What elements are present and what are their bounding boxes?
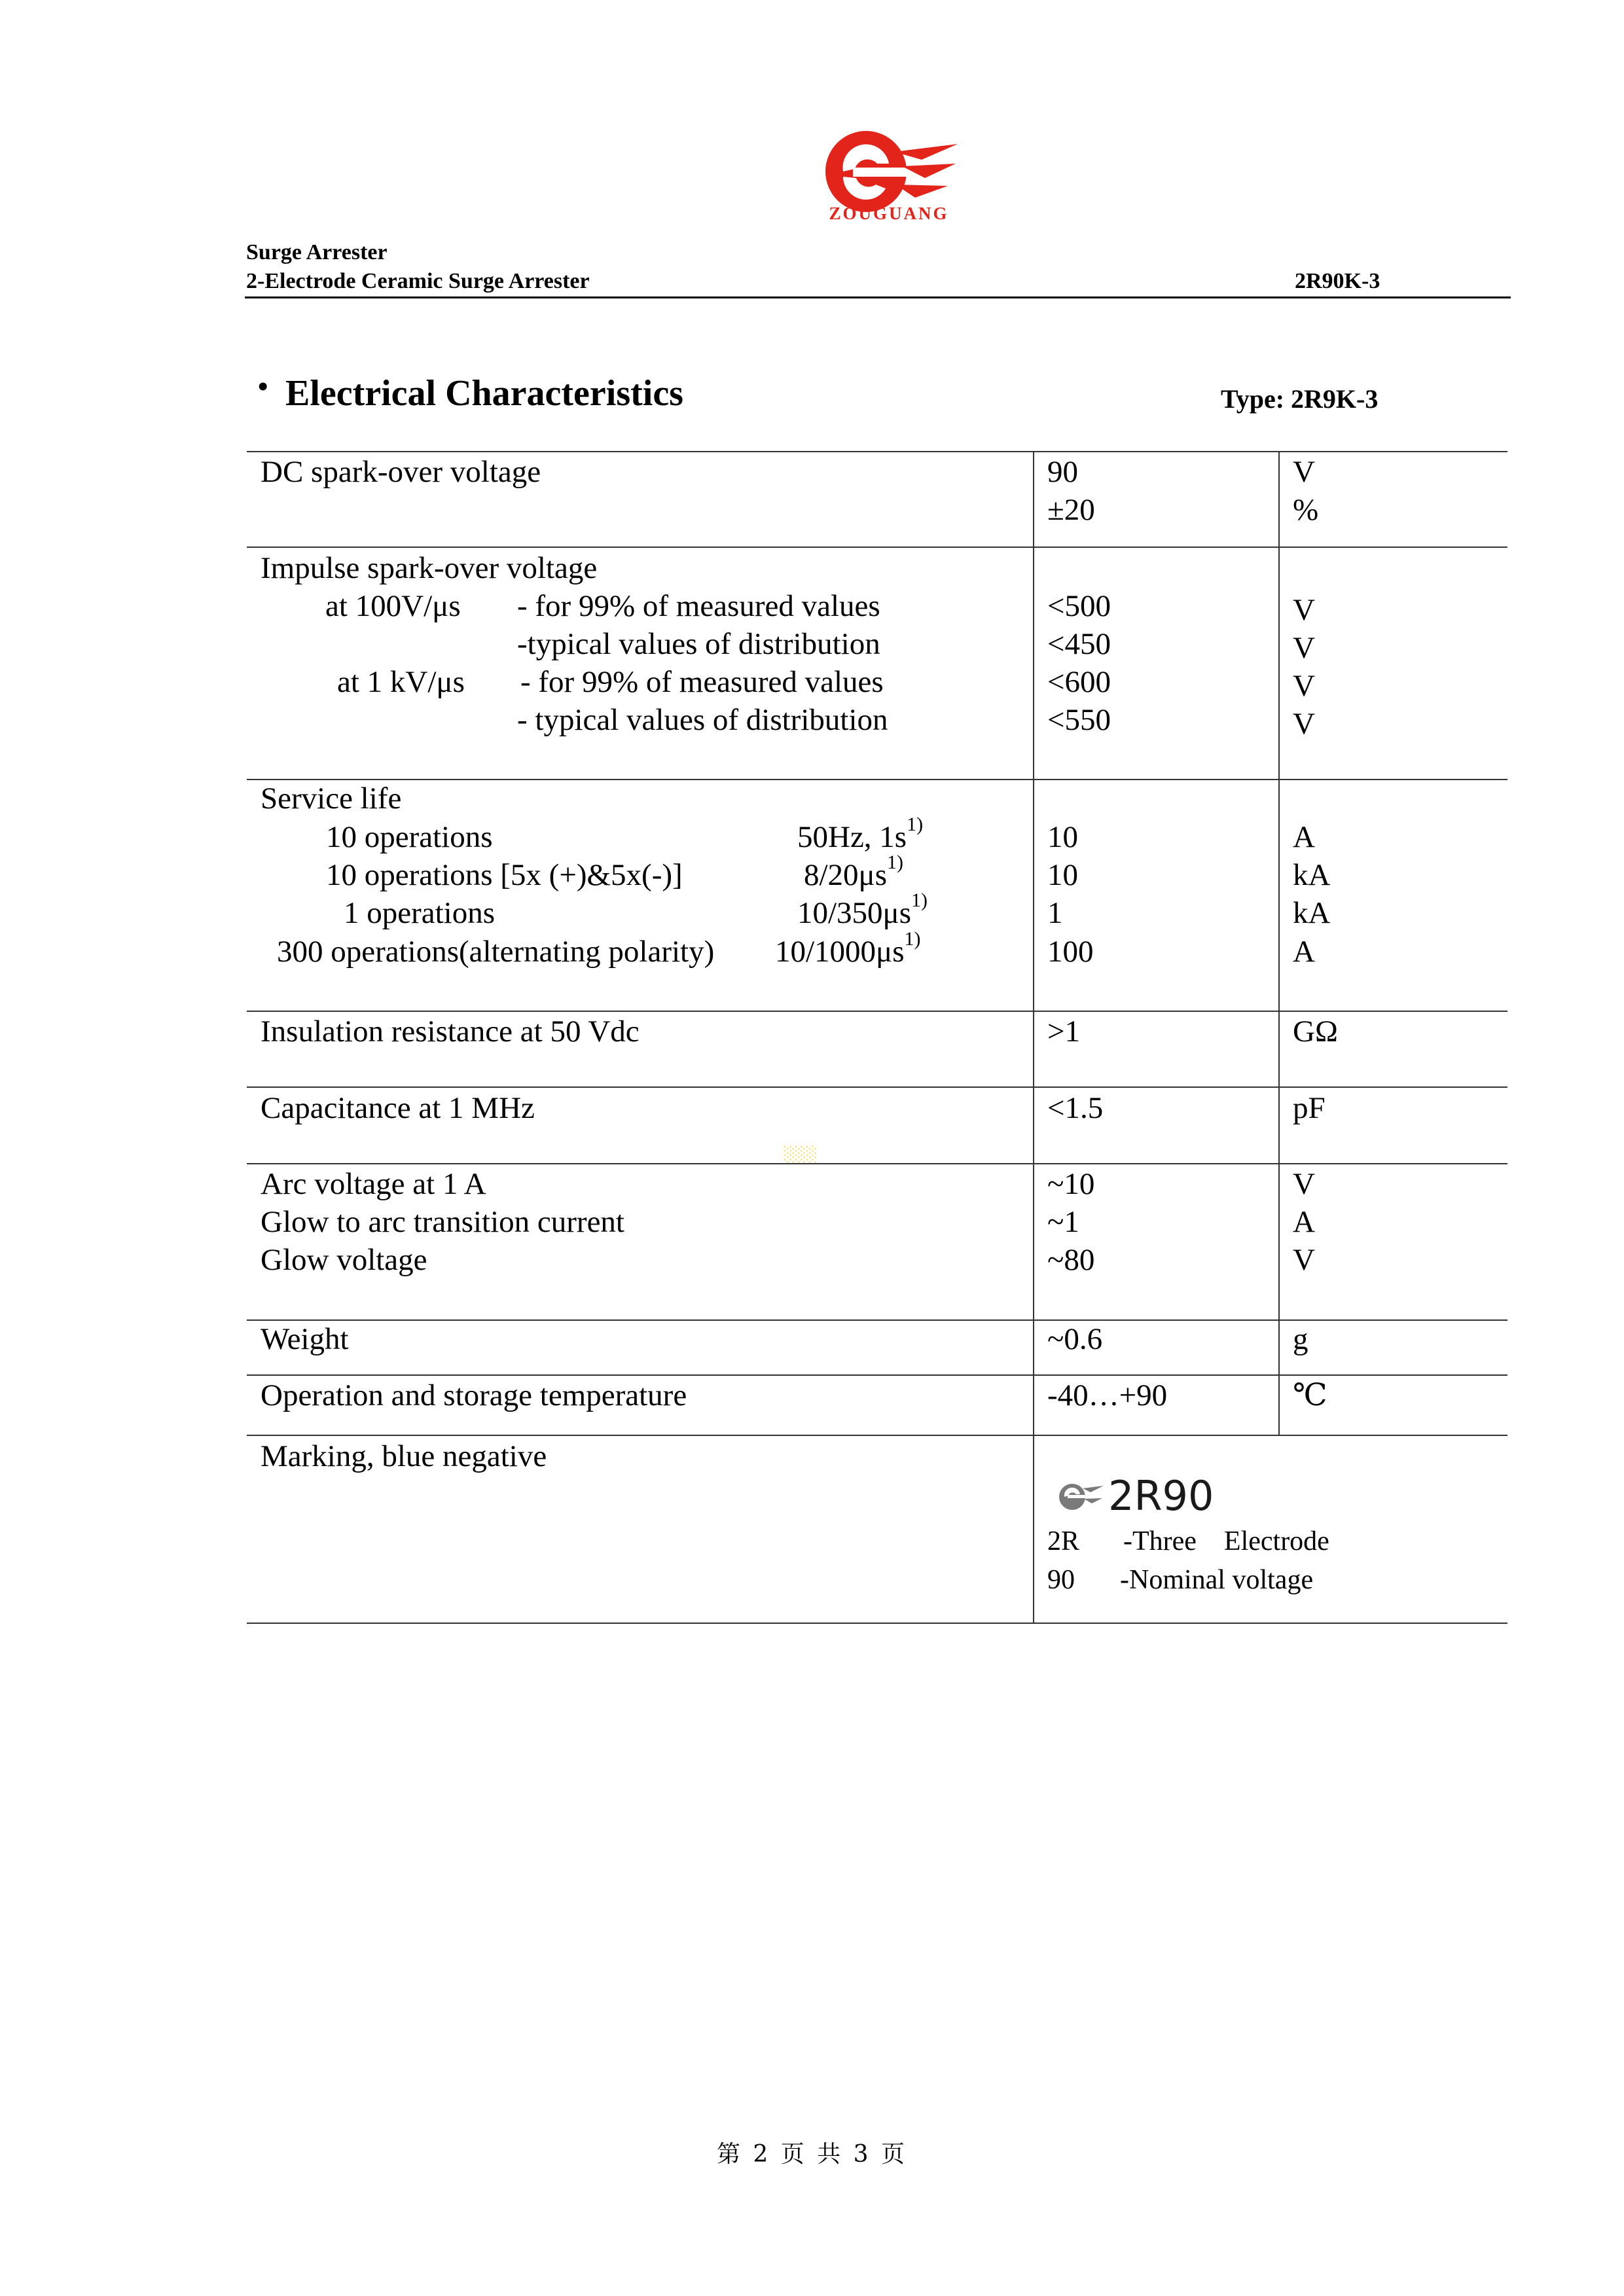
impulse-value: <500 [1047,589,1111,623]
impulse-description: - for 99% of measured values [520,665,884,699]
marking-logo-icon [1058,1480,1104,1513]
insulation-label: Insulation resistance at 50 Vdc [261,1014,640,1049]
dc-sparkover-tolerance: ±20 [1047,493,1095,527]
table-rule [247,1319,1507,1321]
capacitance-label: Capacitance at 1 MHz [261,1091,535,1125]
table-rule [247,1435,1507,1436]
impulse-description: - for 99% of measured values [517,589,880,623]
service-unit: A [1293,935,1315,969]
temperature-unit: ℃ [1293,1378,1327,1412]
temperature-label: Operation and storage temperature [261,1378,687,1412]
dc-sparkover-value: 90 [1047,455,1078,489]
impulse-unit: V [1293,631,1315,665]
dc-sparkover-unit: V [1293,455,1315,489]
service-operations: 1 operations [344,896,496,930]
arc-voltage-unit: V [1293,1167,1315,1201]
marking-description: -Nominal voltage [1120,1565,1314,1595]
service-waveform: 50Hz, $1s^{1)}$ [797,814,924,854]
impulse-condition: at 100V/μs [325,589,461,623]
column-divider [1278,451,1280,1435]
service-operations: 300 operations(alternating polarity) [277,935,715,969]
table-rule [247,1011,1507,1012]
column-divider [1033,451,1034,1624]
service-unit: A [1293,820,1315,854]
watermark-mark: ░░░ [784,1147,818,1163]
table-rule [247,451,1507,452]
impulse-description: - typical values of distribution [517,703,888,737]
glow-arc-current-label: Glow to arc transition current [261,1205,624,1239]
impulse-value: <600 [1047,665,1111,699]
capacitance-value: <1.5 [1047,1091,1104,1125]
glow-arc-current-unit: A [1293,1205,1315,1239]
service-operations: 10 operations [5x (+)&5x(-)] [326,858,683,892]
temperature-value: -40…+90 [1047,1378,1168,1412]
impulse-value: <450 [1047,627,1111,661]
weight-value: ~0.6 [1047,1322,1103,1356]
dc-sparkover-label: DC spark-over voltage [261,455,541,489]
service-unit: kA [1293,858,1331,892]
service-life-label: Service life [261,781,402,816]
impulse-condition: at 1 kV/μs [337,665,465,699]
marking-description: -Three Electrode [1123,1526,1329,1556]
table-rule [247,1163,1507,1164]
table-rule [247,1623,1507,1624]
header-category: Surge Arrester [246,240,388,264]
impulse-value: <550 [1047,703,1111,737]
impulse-unit: V [1293,707,1315,741]
header-part-number: 2R90K-3 [1295,269,1380,293]
weight-unit: g [1293,1322,1308,1356]
bullet-icon: • [258,370,268,403]
impulse-sparkover-label: Impulse spark-over voltage [261,551,598,585]
service-value: 10 [1047,820,1078,854]
table-rule [247,1374,1507,1376]
insulation-unit: GΩ [1293,1014,1338,1049]
glow-arc-current-value: ~1 [1047,1205,1079,1239]
service-operations: 10 operations [326,820,493,854]
logo-text: ZOUGUANG [829,204,949,223]
marking-key: 2R [1047,1526,1080,1556]
glow-voltage-unit: V [1293,1243,1315,1277]
insulation-value: >1 [1047,1014,1081,1049]
impulse-unit: V [1293,593,1315,627]
section-title: Electrical Characteristics [285,373,683,414]
impulse-description: -typical values of distribution [517,627,880,661]
table-rule [247,779,1507,780]
header-divider [245,296,1511,298]
marking-label: Marking, blue negative [261,1439,547,1473]
service-waveform: $10/1000\mu s^{1)}$ [775,928,921,969]
dc-sparkover-tolerance-unit: % [1293,493,1319,527]
weight-label: Weight [261,1322,349,1356]
service-value: 1 [1047,896,1063,930]
table-rule [247,547,1507,548]
marking-key: 90 [1047,1565,1075,1595]
impulse-unit: V [1293,669,1315,703]
marking-code: 2R90 [1108,1472,1214,1520]
service-value: 10 [1047,858,1078,892]
glow-voltage-label: Glow voltage [261,1243,427,1277]
arc-voltage-value: ~10 [1047,1167,1095,1201]
capacitance-unit: pF [1293,1091,1326,1125]
service-waveform: $8/20\mu s^{1)}$ [804,852,904,892]
header-product-name: 2-Electrode Ceramic Surge Arrester [246,269,590,293]
arc-voltage-label: Arc voltage at 1 A [261,1167,486,1201]
device-type: Type: 2R9K-3 [1221,384,1379,414]
page-number: 第 2 页 共 3 页 [716,2141,908,2168]
service-unit: kA [1293,896,1331,930]
table-rule [247,1086,1507,1088]
glow-voltage-value: ~80 [1047,1243,1095,1277]
service-value: 100 [1047,935,1094,969]
service-waveform: $10/350\mu s^{1)}$ [797,889,928,930]
